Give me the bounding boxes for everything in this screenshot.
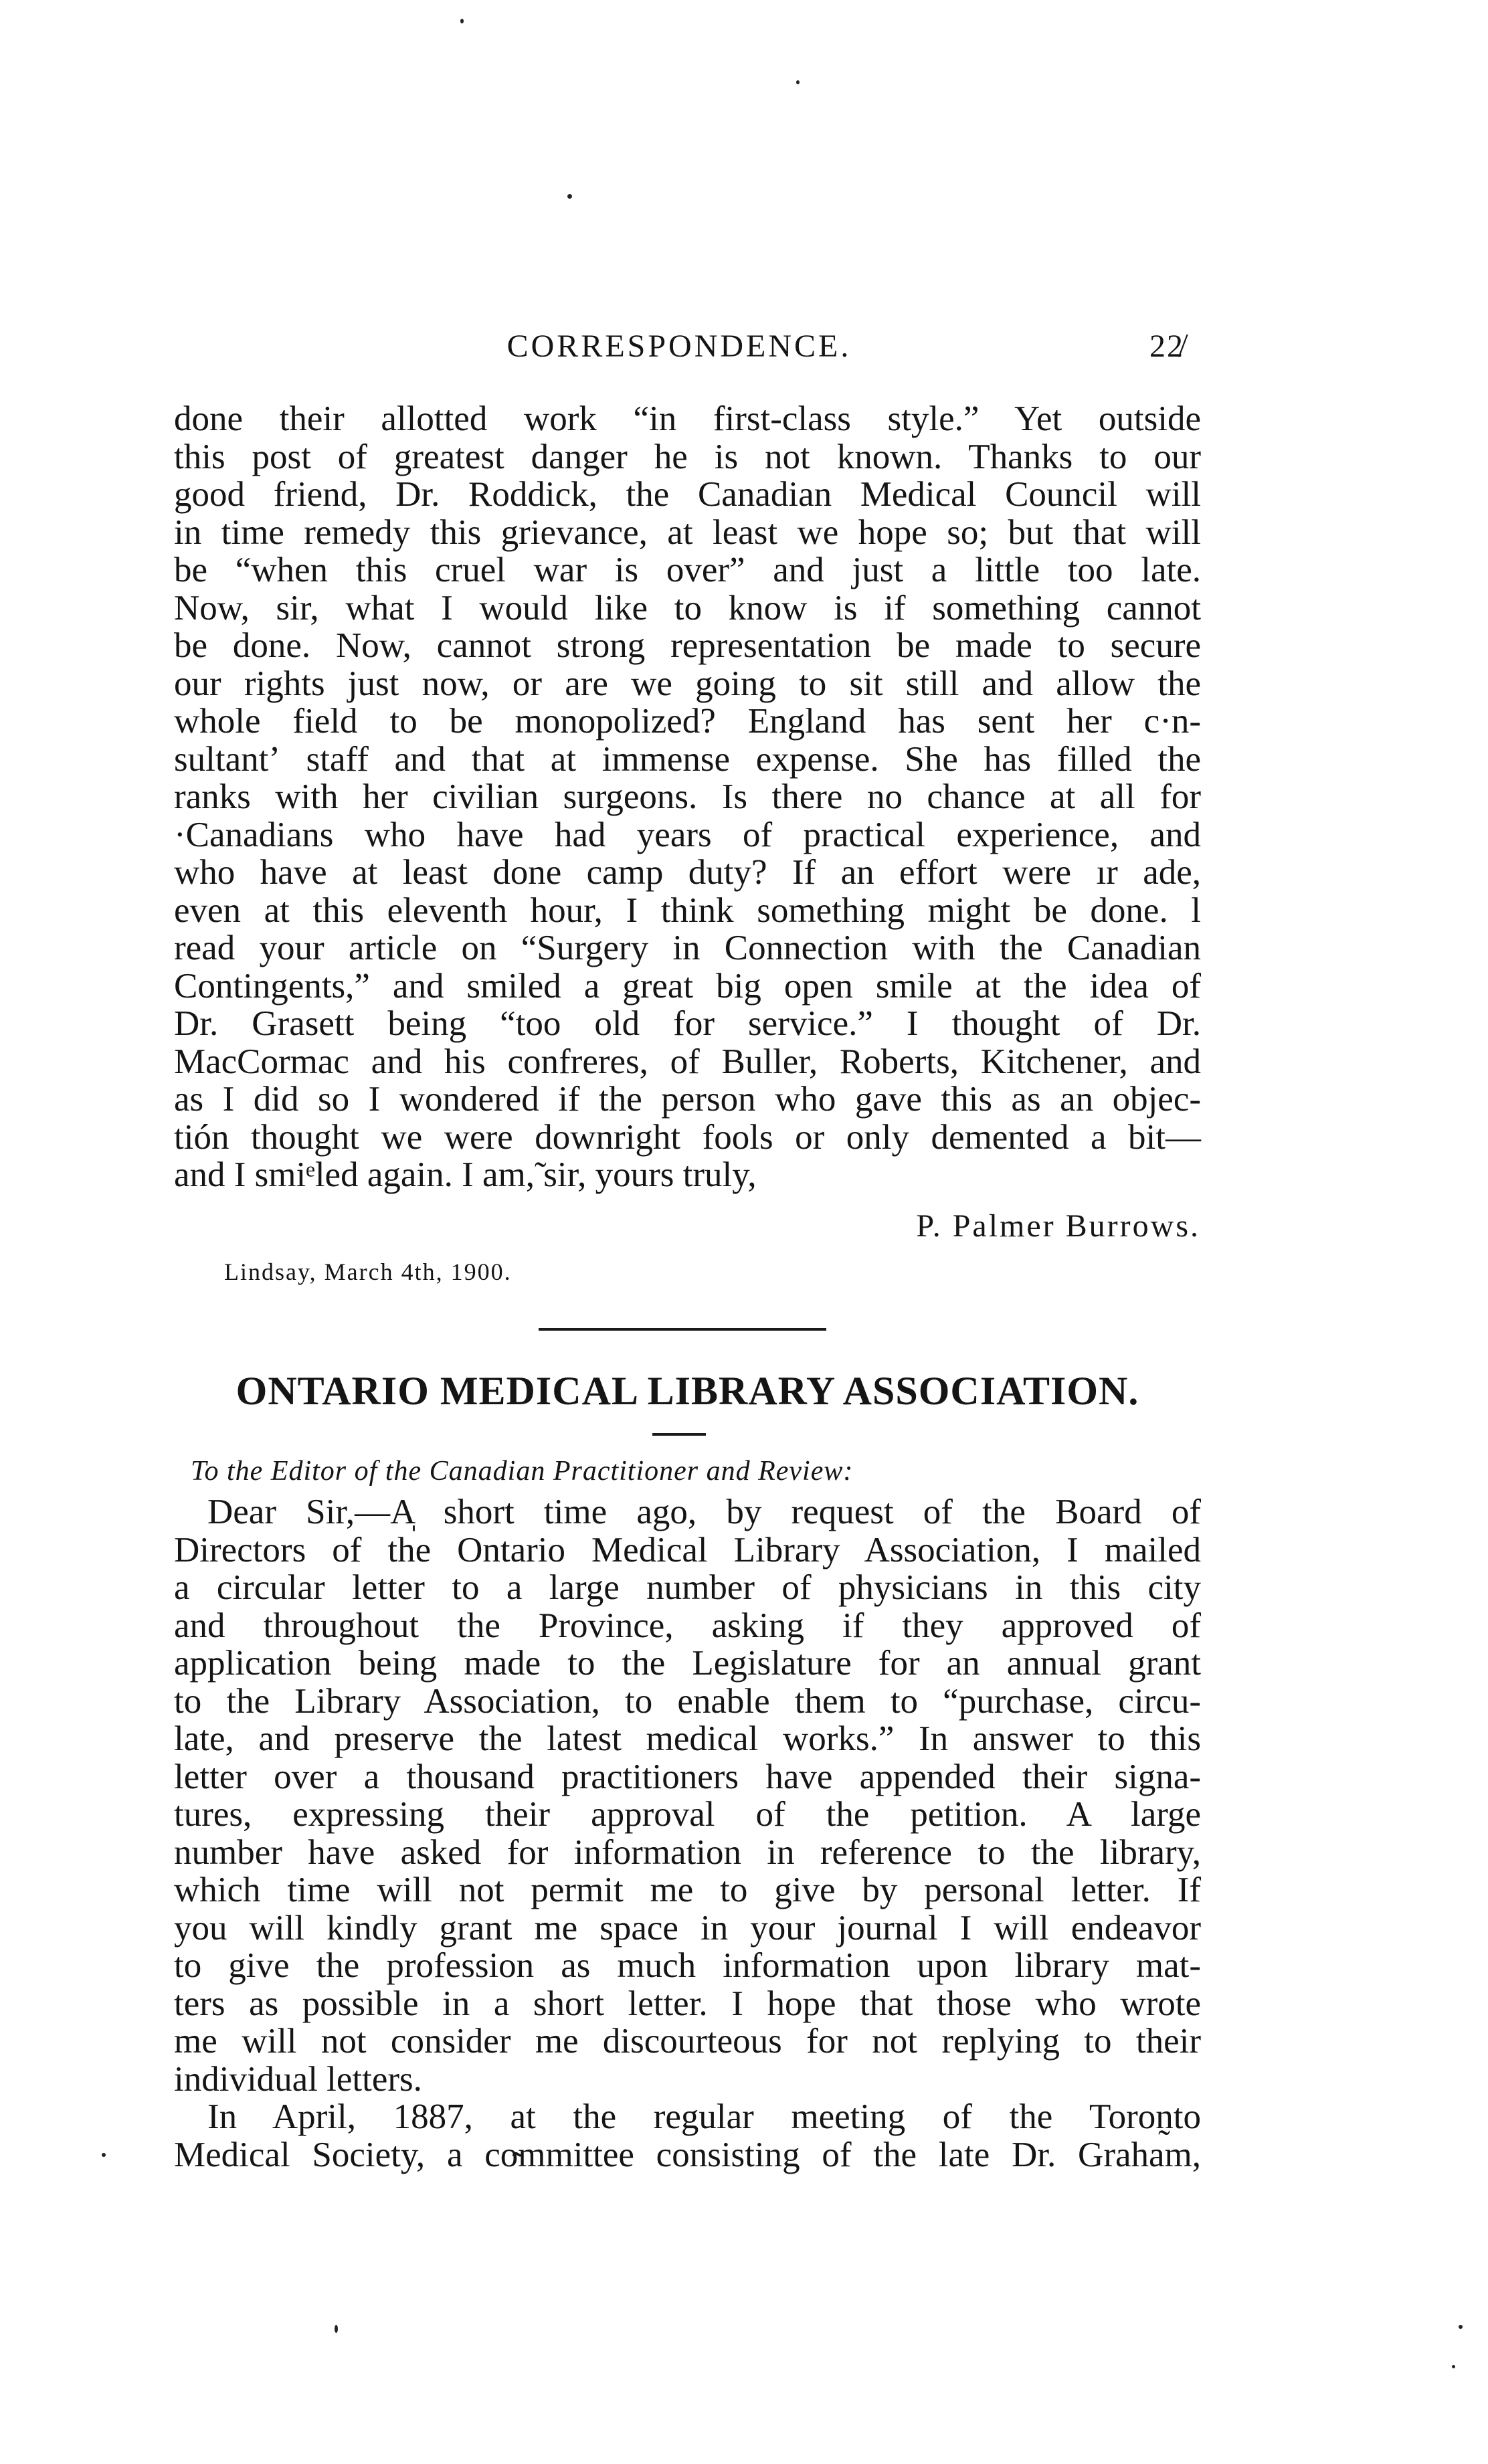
print-speck (567, 194, 572, 199)
text-line: to give the profession as much information upon library mat- (174, 1946, 1201, 1985)
text-line: good friend, Dr. Roddick, the Canadian Medical Council will (174, 475, 1201, 514)
text-line: a circular letter to a large number of physicians in this city (174, 1568, 1201, 1607)
text-line: Now, sir, what I would like to know is if something cannot (174, 588, 1201, 628)
text-line: who have at least done camp duty? If an effort were ır ade, (174, 853, 1201, 892)
text-line: even at this eleventh hour, I think something might be done. l (174, 890, 1201, 930)
text-line: Directors of the Ontario Medical Library Association, I mailed (174, 1530, 1201, 1570)
article-body (174, 1493, 1201, 2174)
text-line: read your article on “Surgery in Connection with the Canadian (174, 929, 1201, 967)
text-line: late, and preserve the latest medical works.” In answer to this (174, 1719, 1201, 1758)
text-line: ters as possible in a short letter. I hope that those who wrote (174, 1984, 1201, 2023)
print-speck (796, 80, 800, 84)
print-speck (1452, 2365, 1455, 2368)
text-line: be done. Now, cannot strong representation be made to secure (174, 626, 1201, 665)
running-title: CORRESPONDENCE. (506, 328, 852, 364)
page-number: 22̸ (1149, 328, 1184, 364)
text-line: Dear Sir,—A̩ short time ago, by request of the Board of (207, 1493, 1201, 1531)
text-line: and I smiᵉled again. I am,̃ sir, yours truly, (174, 1155, 757, 1194)
text-line: number have asked for information in reference to the library, (174, 1832, 1201, 1872)
signature: P. Palmer Burrows. (916, 1208, 1200, 1244)
text-line: tures, expressing their approval of the petition. A large (174, 1795, 1201, 1834)
letter-body (174, 400, 1201, 1194)
text-line: ·Canadians who have had years of practical experience, and (174, 815, 1201, 854)
text-line: be “when this cruel war is over” and just a little too late. (174, 551, 1201, 589)
text-line: as I did so I wondered if the person who gave this as an objec- (174, 1080, 1201, 1119)
print-speck (102, 2153, 106, 2157)
text-line: this post of greatest danger he is not known. Thanks to our (174, 437, 1201, 476)
text-line: whole field to be monopolized? England has sent her c·n- (174, 702, 1201, 741)
text-line: MacCormac and his confreres, of Buller, Roberts, Kitchener, and (174, 1042, 1201, 1081)
text-line: sultantʼ staff and that at immense expense. She has filled the (174, 739, 1201, 779)
text-line: and throughout the Province, asking if they approved of (174, 1606, 1201, 1645)
print-speck (460, 19, 464, 23)
print-speck (1459, 2325, 1463, 2329)
text-line: our rights just now, or are we going to sit still and allow the (174, 664, 1201, 703)
editor-salutation: To the Editor of the Canadian Practitioner and Review: (191, 1456, 854, 1487)
text-line: individual letters. (174, 2059, 422, 2099)
text-line: me will not consider me discourteous for not replying to their (174, 2022, 1201, 2061)
text-line: done their allotted work “in first-class style.” Yet outside (174, 399, 1201, 438)
text-line: tión thought we were downright fools or only demented a bit— (174, 1117, 1201, 1157)
article-title: ONTARIO MEDICAL LIBRARY ASSOCIATION. (236, 1369, 1139, 1413)
text-line: Medical Society, a co̴mmittee consisting of the late Dr. Graham, (174, 2135, 1201, 2174)
text-line: letter over a thousand practitioners have appended their signa- (174, 1757, 1201, 1796)
text-line: In April, 1887, at the regular meeting of the Toron̰to (207, 2097, 1201, 2136)
place-date: Lindsay, March 4th, 1900. (224, 1258, 512, 1285)
running-head (174, 328, 1184, 375)
text-line: Contingents,” and smiled a great big open smile at the idea of (174, 966, 1201, 1006)
print-speck (335, 2325, 338, 2333)
text-line: ranks with her civilian surgeons. Is there no chance at all for (174, 777, 1201, 816)
text-line: application being made to the Legislature for an annual grant (174, 1644, 1201, 1683)
text-line: to the Library Association, to enable them to “purchase, circu- (174, 1681, 1201, 1721)
title-rule (652, 1433, 706, 1436)
text-line: in time remedy this grievance, at least we hope so; but that will (174, 512, 1201, 552)
text-line: Dr. Grasett being “too old for service.” I thought of Dr. (174, 1004, 1201, 1043)
section-divider (539, 1328, 826, 1331)
text-line: which time will not permit me to give by personal letter. If (174, 1871, 1201, 1909)
text-line: you will kindly grant me space in your journal I will endeavor (174, 1908, 1201, 1948)
